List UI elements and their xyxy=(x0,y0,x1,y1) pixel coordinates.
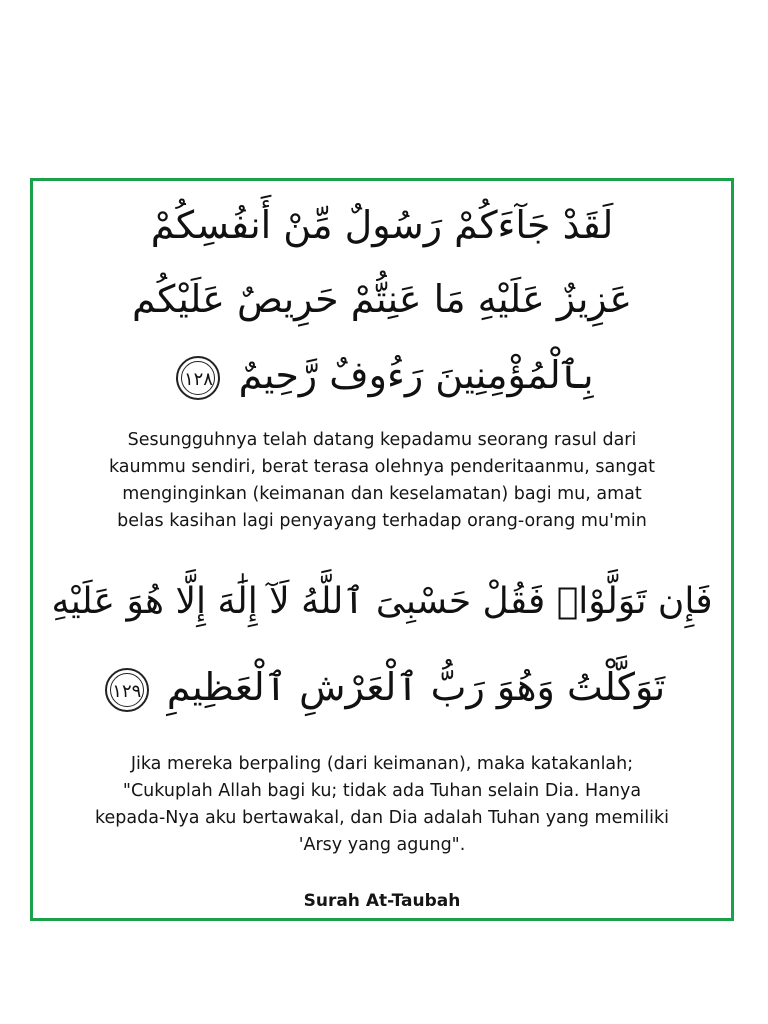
arabic-line-128-1: لَقَدْ جَآءَكُمْ رَسُولٌ مِّنْ أَنفُسِكُمْ xyxy=(150,203,614,247)
translation-129-line-4: 'Arsy yang agung". xyxy=(298,835,466,855)
translation-128-line-2: kaummu sendiri, berat terasa olehnya penderitaanmu, sangat xyxy=(108,457,656,477)
ayah-number-129-marker: ١٢٩ xyxy=(105,668,149,712)
translation-129-line-3: kepada-Nya aku bertawakal, dan Dia adalah Tuhan yang memiliki xyxy=(95,808,669,828)
translation-128-line-1: Sesungguhnya telah datang kepadamu seorang rasul dari xyxy=(127,430,637,450)
translation-128 xyxy=(33,427,731,535)
arabic-line-129-1: فَإِن تَوَلَّوْا۟ فَقُلْ حَسْبِىَ ٱللَّهُ لَآ إِلَٰهَ إِلَّا هُوَ عَلَيْهِ xyxy=(51,581,713,622)
translation-129 xyxy=(33,751,731,859)
translation-128-line-3: menginginkan (keimanan dan keselamatan) bagi mu, amat xyxy=(122,484,642,504)
translation-128-line-4: belas kasihan lagi penyayang terhadap orang-orang mu'min xyxy=(117,511,647,531)
arabic-line-128-3 xyxy=(33,353,731,400)
arabic-line-128-3-text: بِٱلْمُؤْمِنِينَ رَءُوفٌ رَّحِيمٌ xyxy=(238,353,594,397)
translation-129-line-2: "Cukuplah Allah bagi ku; tidak ada Tuhan selain Dia. Hanya xyxy=(122,781,642,801)
verse-card xyxy=(30,178,734,921)
surah-source-label: Surah At-Taubah xyxy=(303,891,461,911)
arabic-line-129-2-text: تَوَكَّلْتُ وَهُوَ رَبُّ ٱلْعَرْشِ ٱلْعَظِيمِ xyxy=(166,665,666,709)
translation-129-line-1: Jika mereka berpaling (dari keimanan), maka katakanlah; xyxy=(130,754,634,774)
ayah-number-128-marker: ١٢٨ xyxy=(176,356,220,400)
arabic-line-129-2 xyxy=(33,665,731,712)
arabic-line-128-2: عَزِيزٌ عَلَيْهِ مَا عَنِتُّمْ حَرِيصٌ عَلَيْكُم xyxy=(131,277,633,321)
